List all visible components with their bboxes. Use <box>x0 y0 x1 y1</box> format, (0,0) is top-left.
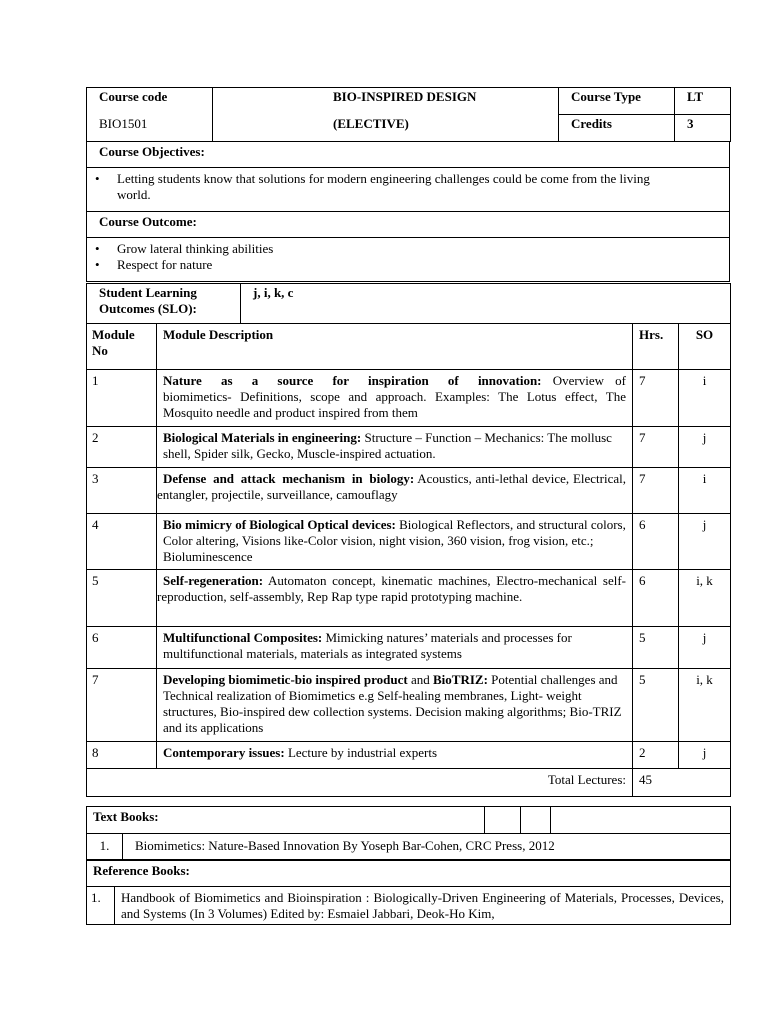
module-text: Mimicking natures’ materials and processes for multifunctional materials, materials as integrated systems <box>163 630 572 661</box>
module-title: Bio mimicry of Biological Optical devices: <box>163 517 396 532</box>
text-book-entry: Biomimetics: Nature-Based Innovation By Yoseph Bar-Cohen, CRC Press, 2012 <box>123 834 731 861</box>
table-row <box>87 669 731 742</box>
module-description <box>157 427 633 468</box>
module-text: Structure – Function – Mechanics: The mollusc shell, Spider silk, Gecko, Muscle-inspired actuation. <box>163 430 612 461</box>
objectives-list <box>87 171 653 203</box>
text-book-number: 1. <box>87 834 123 861</box>
module-title: Defense and attack mechanism in biology: <box>163 471 415 486</box>
module-hrs: 5 <box>633 627 679 669</box>
table-row <box>87 742 731 769</box>
text-books-table <box>86 806 731 861</box>
course-header-table <box>86 87 731 142</box>
module-description <box>157 742 633 769</box>
module-text: Overview of biomimetics- Definitions, scope and approach. Examples: The Lotus effect, The Mosquito needle and product inspired from them <box>163 373 626 420</box>
course-title-line1: BIO-INSPIRED DESIGN <box>213 88 559 115</box>
module-title: Nature as a source for inspiration of innovation: <box>163 373 542 388</box>
text-books-empty-cell <box>485 807 521 834</box>
module-so: j <box>679 627 731 669</box>
module-text: Automaton concept, kinematic machines, Electro-mechanical self-reproduction, self-assembly, Rep Rap type rapid prototyping machine. <box>157 573 626 604</box>
text-books-empty-cell <box>551 807 731 834</box>
list-item <box>87 834 731 861</box>
module-title: Contemporary issues: <box>163 745 285 760</box>
reference-books-table <box>86 859 731 925</box>
total-empty-cell <box>679 769 731 797</box>
total-row <box>87 769 731 797</box>
module-title: Developing biomimetic-bio inspired product <box>163 672 408 687</box>
module-number: 1 <box>87 370 157 427</box>
reference-books-heading: Reference Books: <box>87 860 731 887</box>
module-hrs: 7 <box>633 370 679 427</box>
module-so: j <box>679 427 731 468</box>
table-row <box>87 370 731 427</box>
reference-book-number: 1. <box>87 887 115 925</box>
outcome-item: • Grow lateral thinking abilities <box>117 241 729 257</box>
table-row <box>87 627 731 669</box>
module-no-header: Module No <box>87 324 157 370</box>
module-number: 8 <box>87 742 157 769</box>
module-title: Multifunctional Composites: <box>163 630 323 645</box>
module-text: Acoustics, anti-lethal device, Electrical, entangler, projectile, surveillance, camouflagy <box>157 471 626 502</box>
module-so: i <box>679 468 731 514</box>
course-type-value: LT <box>675 88 731 115</box>
table-row <box>87 570 731 627</box>
module-description <box>157 669 633 742</box>
module-text: Potential challenges and Technical realization of Biomimetics e.g Self-healing membranes, Light- weight structures, Bio-inspired dew collection systems. Decision making algorithms; Bio-TRIZ and its applications <box>163 672 622 735</box>
module-description-header: Module Description <box>157 324 633 370</box>
module-so: i, k <box>679 669 731 742</box>
module-number: 7 <box>87 669 157 742</box>
slo-label-line2: Outcomes (SLO): <box>99 301 197 316</box>
module-description <box>157 514 633 570</box>
course-objectives-heading: Course Objectives: <box>87 142 730 168</box>
list-item <box>87 887 731 925</box>
module-hrs: 6 <box>633 514 679 570</box>
module-hrs: 5 <box>633 669 679 742</box>
slo-table <box>86 283 731 324</box>
modules-table <box>86 323 731 797</box>
module-title: Biological Materials in engineering: <box>163 430 362 445</box>
objective-item: • Letting students know that solutions for modern engineering challenges could be come from the living world. <box>117 171 653 203</box>
course-code-label: Course code <box>87 88 213 115</box>
table-row <box>87 514 731 570</box>
module-text: Lecture by industrial experts <box>284 745 438 760</box>
module-so: i, k <box>679 570 731 627</box>
module-number: 2 <box>87 427 157 468</box>
module-description <box>157 570 633 627</box>
module-title: Self-regeneration: <box>163 573 264 588</box>
course-title-line2: (ELECTIVE) <box>213 115 559 142</box>
module-number: 3 <box>87 468 157 514</box>
module-text-join: and <box>407 672 434 687</box>
module-description <box>157 627 633 669</box>
module-description <box>157 468 633 514</box>
so-header: SO <box>679 324 731 370</box>
module-description <box>157 370 633 427</box>
module-so: j <box>679 514 731 570</box>
text-books-heading: Text Books: <box>87 807 485 834</box>
outcome-list <box>87 241 729 273</box>
module-hrs: 2 <box>633 742 679 769</box>
module-number: 6 <box>87 627 157 669</box>
module-so: i <box>679 370 731 427</box>
credits-value: 3 <box>675 115 731 142</box>
hrs-header: Hrs. <box>633 324 679 370</box>
course-outcome-heading: Course Outcome: <box>87 212 730 238</box>
objectives-outcome-table <box>86 141 730 282</box>
module-hrs: 7 <box>633 468 679 514</box>
course-type-label: Course Type <box>559 88 675 115</box>
table-row <box>87 468 731 514</box>
module-hrs: 7 <box>633 427 679 468</box>
module-so: j <box>679 742 731 769</box>
slo-value: j, i, k, c <box>241 284 731 324</box>
course-code-value: BIO1501 <box>87 115 213 142</box>
module-hrs: 6 <box>633 570 679 627</box>
slo-label-line1: Student Learning <box>99 285 197 300</box>
module-number: 5 <box>87 570 157 627</box>
table-row <box>87 427 731 468</box>
module-text: Biological Reflectors, and structural colors, Color altering, Visions like-Color vision, night vision, 360 vision, frog vision, etc.; Bioluminescence <box>163 517 626 564</box>
outcome-item: • Respect for nature <box>117 257 729 273</box>
module-title-2: BioTRIZ: <box>433 672 488 687</box>
total-lectures-label: Total Lectures: <box>87 769 633 797</box>
module-number: 4 <box>87 514 157 570</box>
total-lectures-value: 45 <box>633 769 679 797</box>
reference-book-entry: Handbook of Biomimetics and Bioinspiration : Biologically-Driven Engineering of Materials, Processes, Devices, and Systems (In 3 Volumes) Edited by: Esmaiel Jabbari, Deok-Ho Kim, <box>115 887 731 925</box>
text-books-empty-cell <box>521 807 551 834</box>
credits-label: Credits <box>559 115 675 142</box>
